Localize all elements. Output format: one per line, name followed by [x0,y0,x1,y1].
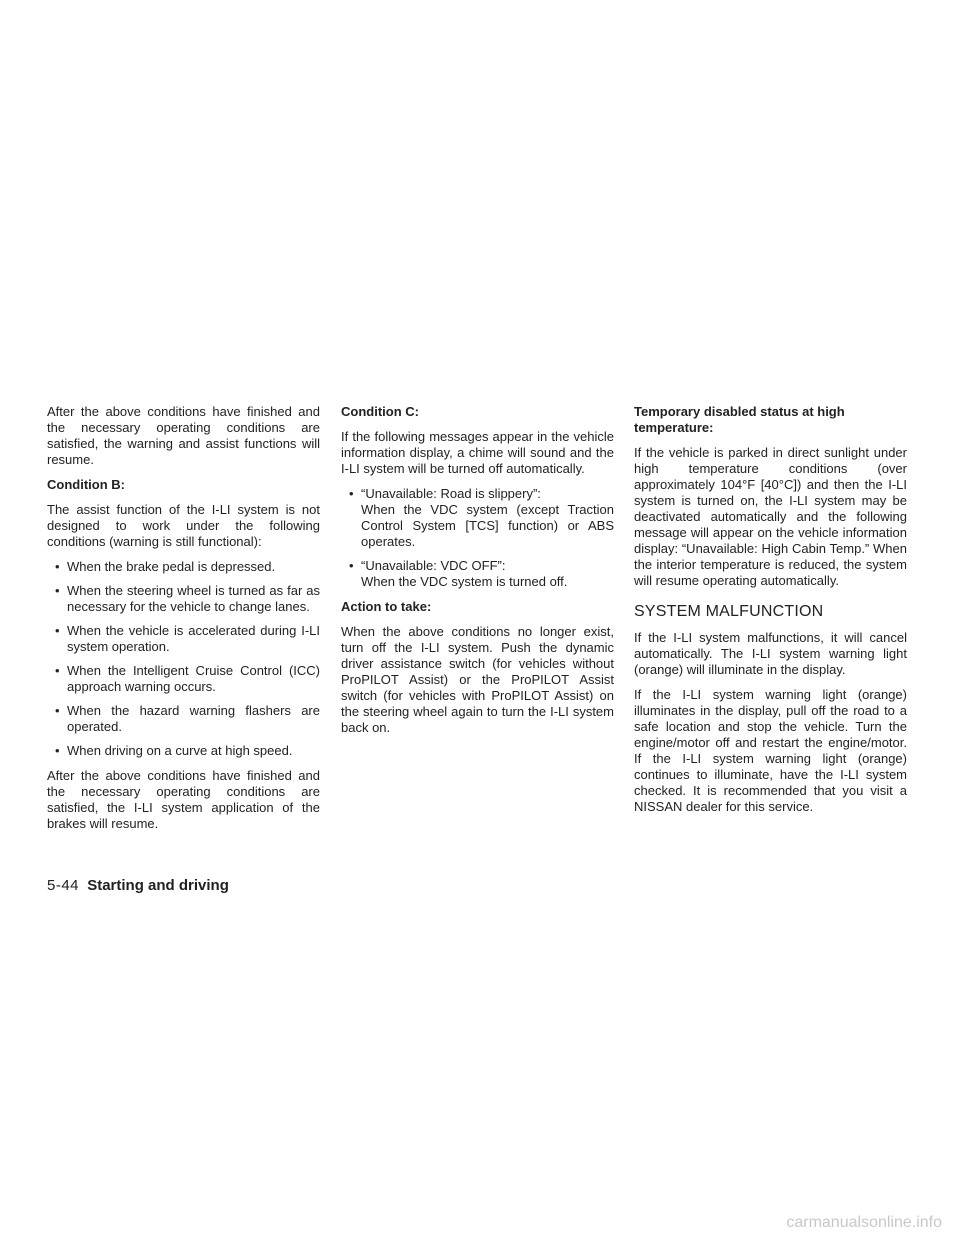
paragraph: If the I-LI system malfunctions, it will cancel automatically. The I-LI system warning light (orange) will illuminate in the display. [634,630,907,677]
message-list [341,486,614,590]
page-number: 5-44 [47,877,80,894]
section-title: SYSTEM MALFUNCTION [634,603,824,620]
paragraph: If the following messages appear in the vehicle information display, a chime will sound and the I-LI system will be turned off automatically. [341,429,614,476]
paragraph: If the I-LI system warning light (orange) illuminates in the display, pull off the road to a safe location and stop the vehicle. Turn the engine/motor off and restart the engine/motor. If the I-LI system warning light (orange) continues to illuminate, have the I-LI system checked. It is recommended that you visit a NISSAN dealer for this service. [634,687,907,814]
list-item: • When the Intelligent Cruise Control (ICC) approach warning occurs. [47,663,320,695]
list-item [341,486,614,550]
list-item [341,558,614,590]
paragraph: If the vehicle is parked in direct sunlight under high temperature conditions (over approximately 104°F [40°C]) and then the I-LI system is turned on, the I-LI system may be deactivated automatically and the following message will appear on the vehicle information display: “Unavailable: High Cabin Temp.” When the interior temperature is reduced, the system will resume operating automatically. [634,445,907,588]
paragraph: The assist function of the I-LI system is not designed to work under the following conditions (warning is still functional): [47,502,320,549]
paragraph: When the above conditions no longer exist, turn off the I-LI system. Push the dynamic driver assistance switch (for vehicles without ProPILOT Assist) or the ProPILOT Assist switch (for vehicles with ProPILOT Assist) on the steering wheel again to turn the I-LI system back on. [341,624,614,735]
text-column-2 [341,404,614,745]
message-detail: When the VDC system (except Traction Control System [TCS] function) or ABS operates. [361,502,614,549]
text-column-3 [634,404,907,824]
list-item: • When driving on a curve at high speed. [47,743,320,759]
list-item: • When the hazard warning flashers are operated. [47,703,320,735]
list-item: • When the brake pedal is depressed. [47,559,320,575]
paragraph: After the above conditions have finished and the necessary operating conditions are satisfied, the warning and assist functions will resume. [47,404,320,467]
temp-disabled-heading: Temporary disabled status at high temperature: [634,404,845,435]
text-column-1 [47,404,320,841]
list-item: • When the vehicle is accelerated during I-LI system operation. [47,623,320,655]
condition-c-heading: Condition C: [341,404,419,419]
list-item: • When the steering wheel is turned as far as necessary for the vehicle to change lanes. [47,583,320,615]
message-label: • “Unavailable: VDC OFF”: [361,558,506,573]
message-label: • “Unavailable: Road is slippery”: [361,486,541,501]
condition-b-heading: Condition B: [47,477,125,492]
watermark: carmanualsonline.info [786,1214,942,1231]
action-heading: Action to take: [341,599,432,614]
paragraph: After the above conditions have finished and the necessary operating conditions are satisfied, the I-LI system application of the brakes will resume. [47,768,320,831]
page-footer [47,877,229,895]
condition-b-list [47,559,320,759]
section-name: Starting and driving [87,877,229,894]
message-detail: When the VDC system is turned off. [361,574,568,589]
